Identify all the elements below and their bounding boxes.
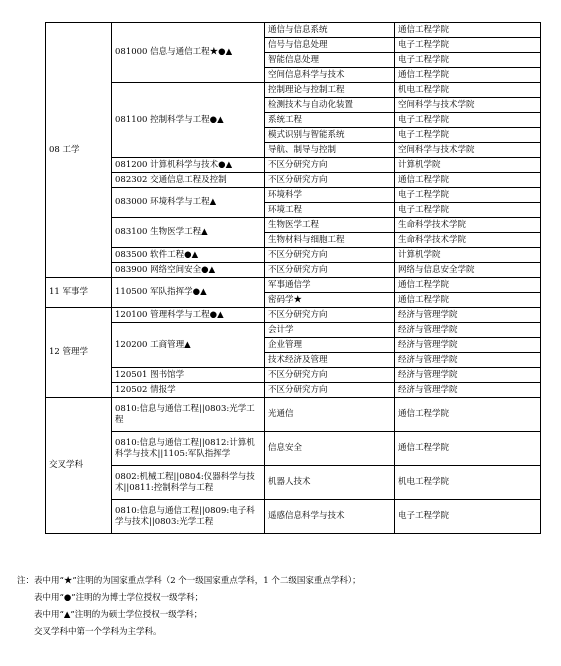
college-cell: 计算机学院: [395, 158, 541, 173]
major-cell: 120501 图书馆学: [112, 368, 265, 383]
college-cell: 通信工程学院: [395, 68, 541, 83]
direction-cell: 不区分研究方向: [265, 368, 395, 383]
major-cell: 083100 生物医学工程▲: [112, 218, 265, 248]
table-row: [46, 188, 541, 203]
college-cell: 经济与管理学院: [395, 338, 541, 353]
college-cell: 经济与管理学院: [395, 383, 541, 398]
college-cell: 经济与管理学院: [395, 368, 541, 383]
table-row: [46, 278, 541, 293]
college-cell: 经济与管理学院: [395, 323, 541, 338]
direction-cell: 生物材料与细胞工程: [265, 233, 395, 248]
college-cell: 计算机学院: [395, 248, 541, 263]
college-cell: 电子工程学院: [395, 188, 541, 203]
table-row: [46, 83, 541, 98]
table-row: [46, 158, 541, 173]
direction-cell: 空间信息科学与技术: [265, 68, 395, 83]
college-cell: 空间科学与技术学院: [395, 98, 541, 113]
major-cell: 120100 管理科学与工程●▲: [112, 308, 265, 323]
table-row: [46, 368, 541, 383]
college-cell: 空间科学与技术学院: [395, 143, 541, 158]
college-cell: 通信工程学院: [395, 432, 541, 466]
table-row: [46, 432, 541, 466]
direction-cell: 检测技术与自动化装置: [265, 98, 395, 113]
major-cell: 110500 军队指挥学●▲: [112, 278, 265, 308]
college-cell: 电子工程学院: [395, 113, 541, 128]
direction-cell: 智能信息处理: [265, 53, 395, 68]
discipline-cell: 12 管理学: [46, 308, 112, 398]
major-cell: 0810:信息与通信工程||0803:光学工程: [112, 398, 265, 432]
college-cell: 经济与管理学院: [395, 353, 541, 368]
direction-cell: 机器人技术: [265, 466, 395, 500]
direction-cell: 光通信: [265, 398, 395, 432]
major-cell: 0810:信息与通信工程||0812:计算机科学与技术||1105:军队指挥学: [112, 432, 265, 466]
table-row: [46, 500, 541, 534]
college-cell: 通信工程学院: [395, 23, 541, 38]
major-cell: 081100 控制科学与工程●▲: [112, 83, 265, 158]
major-cell: 081200 计算机科学与技术●▲: [112, 158, 265, 173]
direction-cell: 不区分研究方向: [265, 248, 395, 263]
college-cell: 电子工程学院: [395, 500, 541, 534]
college-cell: 电子工程学院: [395, 53, 541, 68]
direction-cell: 军事通信学: [265, 278, 395, 293]
direction-cell: 技术经济及管理: [265, 353, 395, 368]
table-row: [46, 173, 541, 188]
direction-cell: 生物医学工程: [265, 218, 395, 233]
direction-cell: 信息安全: [265, 432, 395, 466]
major-cell: 082302 交通信息工程及控制: [112, 173, 265, 188]
direction-cell: 环境科学: [265, 188, 395, 203]
discipline-cell: 交叉学科: [46, 398, 112, 534]
major-cell: 120200 工商管理▲: [112, 323, 265, 368]
direction-cell: 密码学★: [265, 293, 395, 308]
major-cell: 0810:信息与通信工程||0809:电子科学与技术||0803:光学工程: [112, 500, 265, 534]
major-cell: 083500 软件工程●▲: [112, 248, 265, 263]
direction-cell: 遥感信息科学与技术: [265, 500, 395, 534]
direction-cell: 会计学: [265, 323, 395, 338]
college-cell: 电子工程学院: [395, 203, 541, 218]
note-line: 交叉学科中第一个学科为主学科。: [34, 627, 162, 637]
discipline-cell: 08 工学: [46, 23, 112, 278]
discipline-table-body: [46, 23, 541, 534]
college-cell: 网络与信息安全学院: [395, 263, 541, 278]
college-cell: 电子工程学院: [395, 128, 541, 143]
college-cell: 通信工程学院: [395, 278, 541, 293]
direction-cell: 信号与信息处理: [265, 38, 395, 53]
table-row: [46, 398, 541, 432]
college-cell: 生命科学技术学院: [395, 233, 541, 248]
table-row: [46, 263, 541, 278]
direction-cell: 系统工程: [265, 113, 395, 128]
major-cell: 083900 网络空间安全●▲: [112, 263, 265, 278]
direction-cell: 控制理论与控制工程: [265, 83, 395, 98]
table-row: [46, 466, 541, 500]
table-row: [46, 23, 541, 38]
direction-cell: 导航、制导与控制: [265, 143, 395, 158]
direction-cell: 通信与信息系统: [265, 23, 395, 38]
major-cell: 0802:机械工程||0804:仪器科学与技术||0811:控制科学与工程: [112, 466, 265, 500]
college-cell: 生命科学技术学院: [395, 218, 541, 233]
college-cell: 通信工程学院: [395, 173, 541, 188]
major-cell: 120502 情报学: [112, 383, 265, 398]
direction-cell: 模式识别与智能系统: [265, 128, 395, 143]
note-line: 注：表中用“★”注明的为国家重点学科（2 个一级国家重点学科，1 个二级国家重点学科）；: [17, 576, 361, 586]
college-cell: 机电工程学院: [395, 83, 541, 98]
college-cell: 通信工程学院: [395, 293, 541, 308]
direction-cell: 不区分研究方向: [265, 308, 395, 323]
note-line: 表中用“▲”注明的为硕士学位授权一级学科；: [34, 610, 203, 620]
direction-cell: 不区分研究方向: [265, 158, 395, 173]
direction-cell: 环境工程: [265, 203, 395, 218]
college-cell: 通信工程学院: [395, 398, 541, 432]
college-cell: 经济与管理学院: [395, 308, 541, 323]
college-cell: 电子工程学院: [395, 38, 541, 53]
table-row: [46, 323, 541, 338]
discipline-cell: 11 军事学: [46, 278, 112, 308]
table-row: [46, 383, 541, 398]
direction-cell: 不区分研究方向: [265, 263, 395, 278]
discipline-table: [45, 22, 541, 534]
notes-section: [17, 573, 361, 641]
direction-cell: 企业管理: [265, 338, 395, 353]
table-row: [46, 308, 541, 323]
direction-cell: 不区分研究方向: [265, 173, 395, 188]
direction-cell: 不区分研究方向: [265, 383, 395, 398]
table-row: [46, 248, 541, 263]
major-cell: 081000 信息与通信工程★●▲: [112, 23, 265, 83]
table-row: [46, 218, 541, 233]
college-cell: 机电工程学院: [395, 466, 541, 500]
note-line: 表中用“●”注明的为博士学位授权一级学科；: [34, 593, 204, 603]
major-cell: 083000 环境科学与工程▲: [112, 188, 265, 218]
